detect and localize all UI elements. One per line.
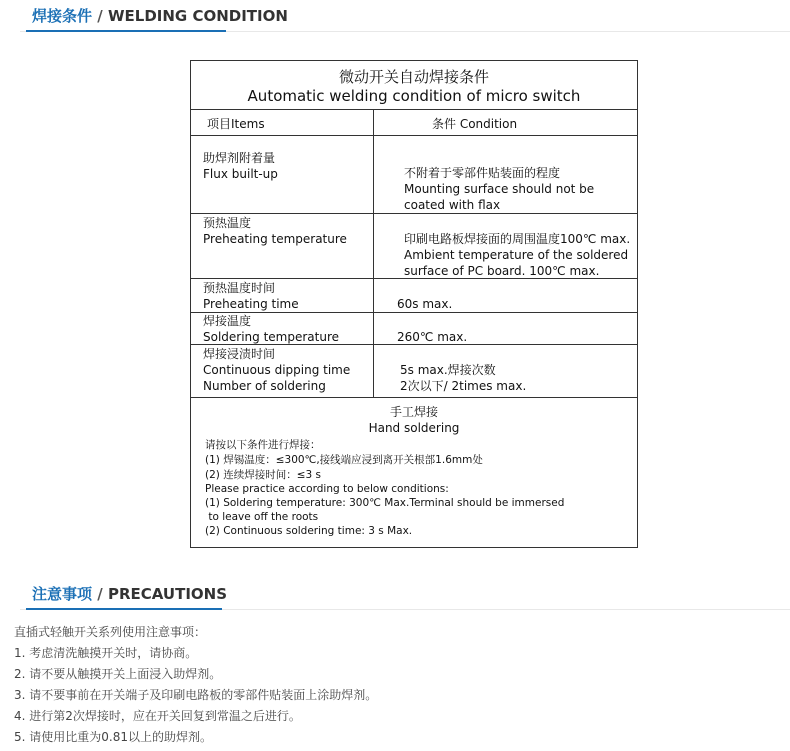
row-condition-line: Ambient temperature of the soldered — [404, 248, 629, 262]
precautions-header — [0, 578, 790, 610]
precaution-item: 1. 考虑清洗触摸开关时，请协商。 — [14, 646, 198, 660]
hand-soldering-title-en: Hand soldering — [368, 421, 460, 435]
hand-soldering-title-cn: 手工焊接 — [389, 405, 438, 419]
section-title-en: PRECAUTIONS — [107, 585, 228, 603]
table-caption-cn: 微动开关自动焊接条件 — [338, 68, 489, 86]
table-caption-en: Automatic welding condition of micro switch — [247, 87, 581, 105]
row-condition-line: surface of PC board. 100℃ max. — [404, 264, 600, 278]
hand-soldering-line: (2) Continuous soldering time: 3 s Max. — [205, 525, 413, 537]
row-item-line: 预热温度时间 — [203, 281, 276, 295]
section-title — [32, 5, 288, 26]
section-title-en: WELDING CONDITION — [107, 7, 288, 25]
row-condition-line: 260℃ max. — [397, 330, 468, 344]
row-item-line: Continuous dipping time — [203, 363, 351, 377]
row-item-line: 预热温度 — [203, 216, 252, 230]
row-item-line: 助焊剂附着量 — [203, 151, 276, 165]
row-item-line: Flux built-up — [203, 167, 278, 181]
hand-soldering-line: Please practice according to below conditions: — [205, 483, 449, 495]
row-condition-line: 不附着于零部件贴装面的程度 — [404, 166, 561, 180]
section-title-cn: 注意事项 — [32, 585, 93, 603]
hand-soldering-line: (1) Soldering temperature: 300℃ Max.Terminal should be immersed — [205, 497, 565, 509]
precaution-item: 4. 进行第2次焊接时，应在开关回复到常温之后进行。 — [14, 709, 301, 723]
row-condition-line: 印刷电路板焊接面的周围温度100℃ max. — [404, 232, 631, 246]
hand-soldering-line: (2) 连续焊接时间：≤3 s — [205, 469, 321, 481]
header-condition: 条件 Condition — [432, 117, 518, 131]
section-title-separator: / — [97, 7, 103, 25]
precaution-item: 2. 请不要从触摸开关上面浸入助焊剂。 — [14, 667, 222, 681]
row-item-line: Soldering temperature — [203, 330, 340, 344]
row-item-line: 焊接温度 — [203, 314, 252, 328]
row-condition-line: Mounting surface should not be — [404, 182, 595, 196]
table-divider — [191, 312, 637, 313]
precaution-item: 5. 请使用比重为0.81以上的助焊剂。 — [14, 730, 212, 744]
section-title-cn: 焊接条件 — [32, 7, 93, 25]
section-title-separator: / — [97, 585, 103, 603]
row-condition-line: 2次以下/ 2times max. — [400, 379, 527, 393]
hand-soldering-line: to leave off the roots — [205, 511, 319, 523]
table-divider — [191, 109, 637, 110]
section-title — [32, 583, 227, 604]
table-divider — [191, 135, 637, 136]
welding-condition-table — [190, 60, 638, 548]
precaution-item: 3. 请不要事前在开关端子及印刷电路板的零部件贴装面上涂助焊剂。 — [14, 688, 378, 702]
header-accent-underline — [26, 30, 226, 32]
row-condition-line: 60s max. — [397, 297, 453, 311]
header-items: 项目Items — [207, 117, 265, 131]
table-divider — [191, 213, 637, 214]
hand-soldering-line: (1) 焊锡温度：≤300℃,接线端应浸到离开关根部1.6mm处 — [205, 454, 483, 466]
hand-soldering-line: 请按以下条件进行焊接： — [205, 439, 321, 451]
table-divider — [191, 397, 637, 398]
table-column-divider — [373, 109, 374, 397]
precautions-intro: 直插式轻触开关系列使用注意事项： — [14, 625, 207, 639]
row-condition-line: 5s max.焊接次数 — [400, 363, 496, 377]
row-item-line: 焊接浸渍时间 — [203, 347, 276, 361]
row-item-line: Preheating time — [203, 297, 299, 311]
header-accent-underline — [26, 608, 222, 610]
row-item-line: Preheating temperature — [203, 232, 347, 246]
row-item-line: Number of soldering — [203, 379, 326, 393]
welding-condition-header — [0, 0, 790, 32]
row-condition-line: coated with flax — [404, 198, 501, 212]
